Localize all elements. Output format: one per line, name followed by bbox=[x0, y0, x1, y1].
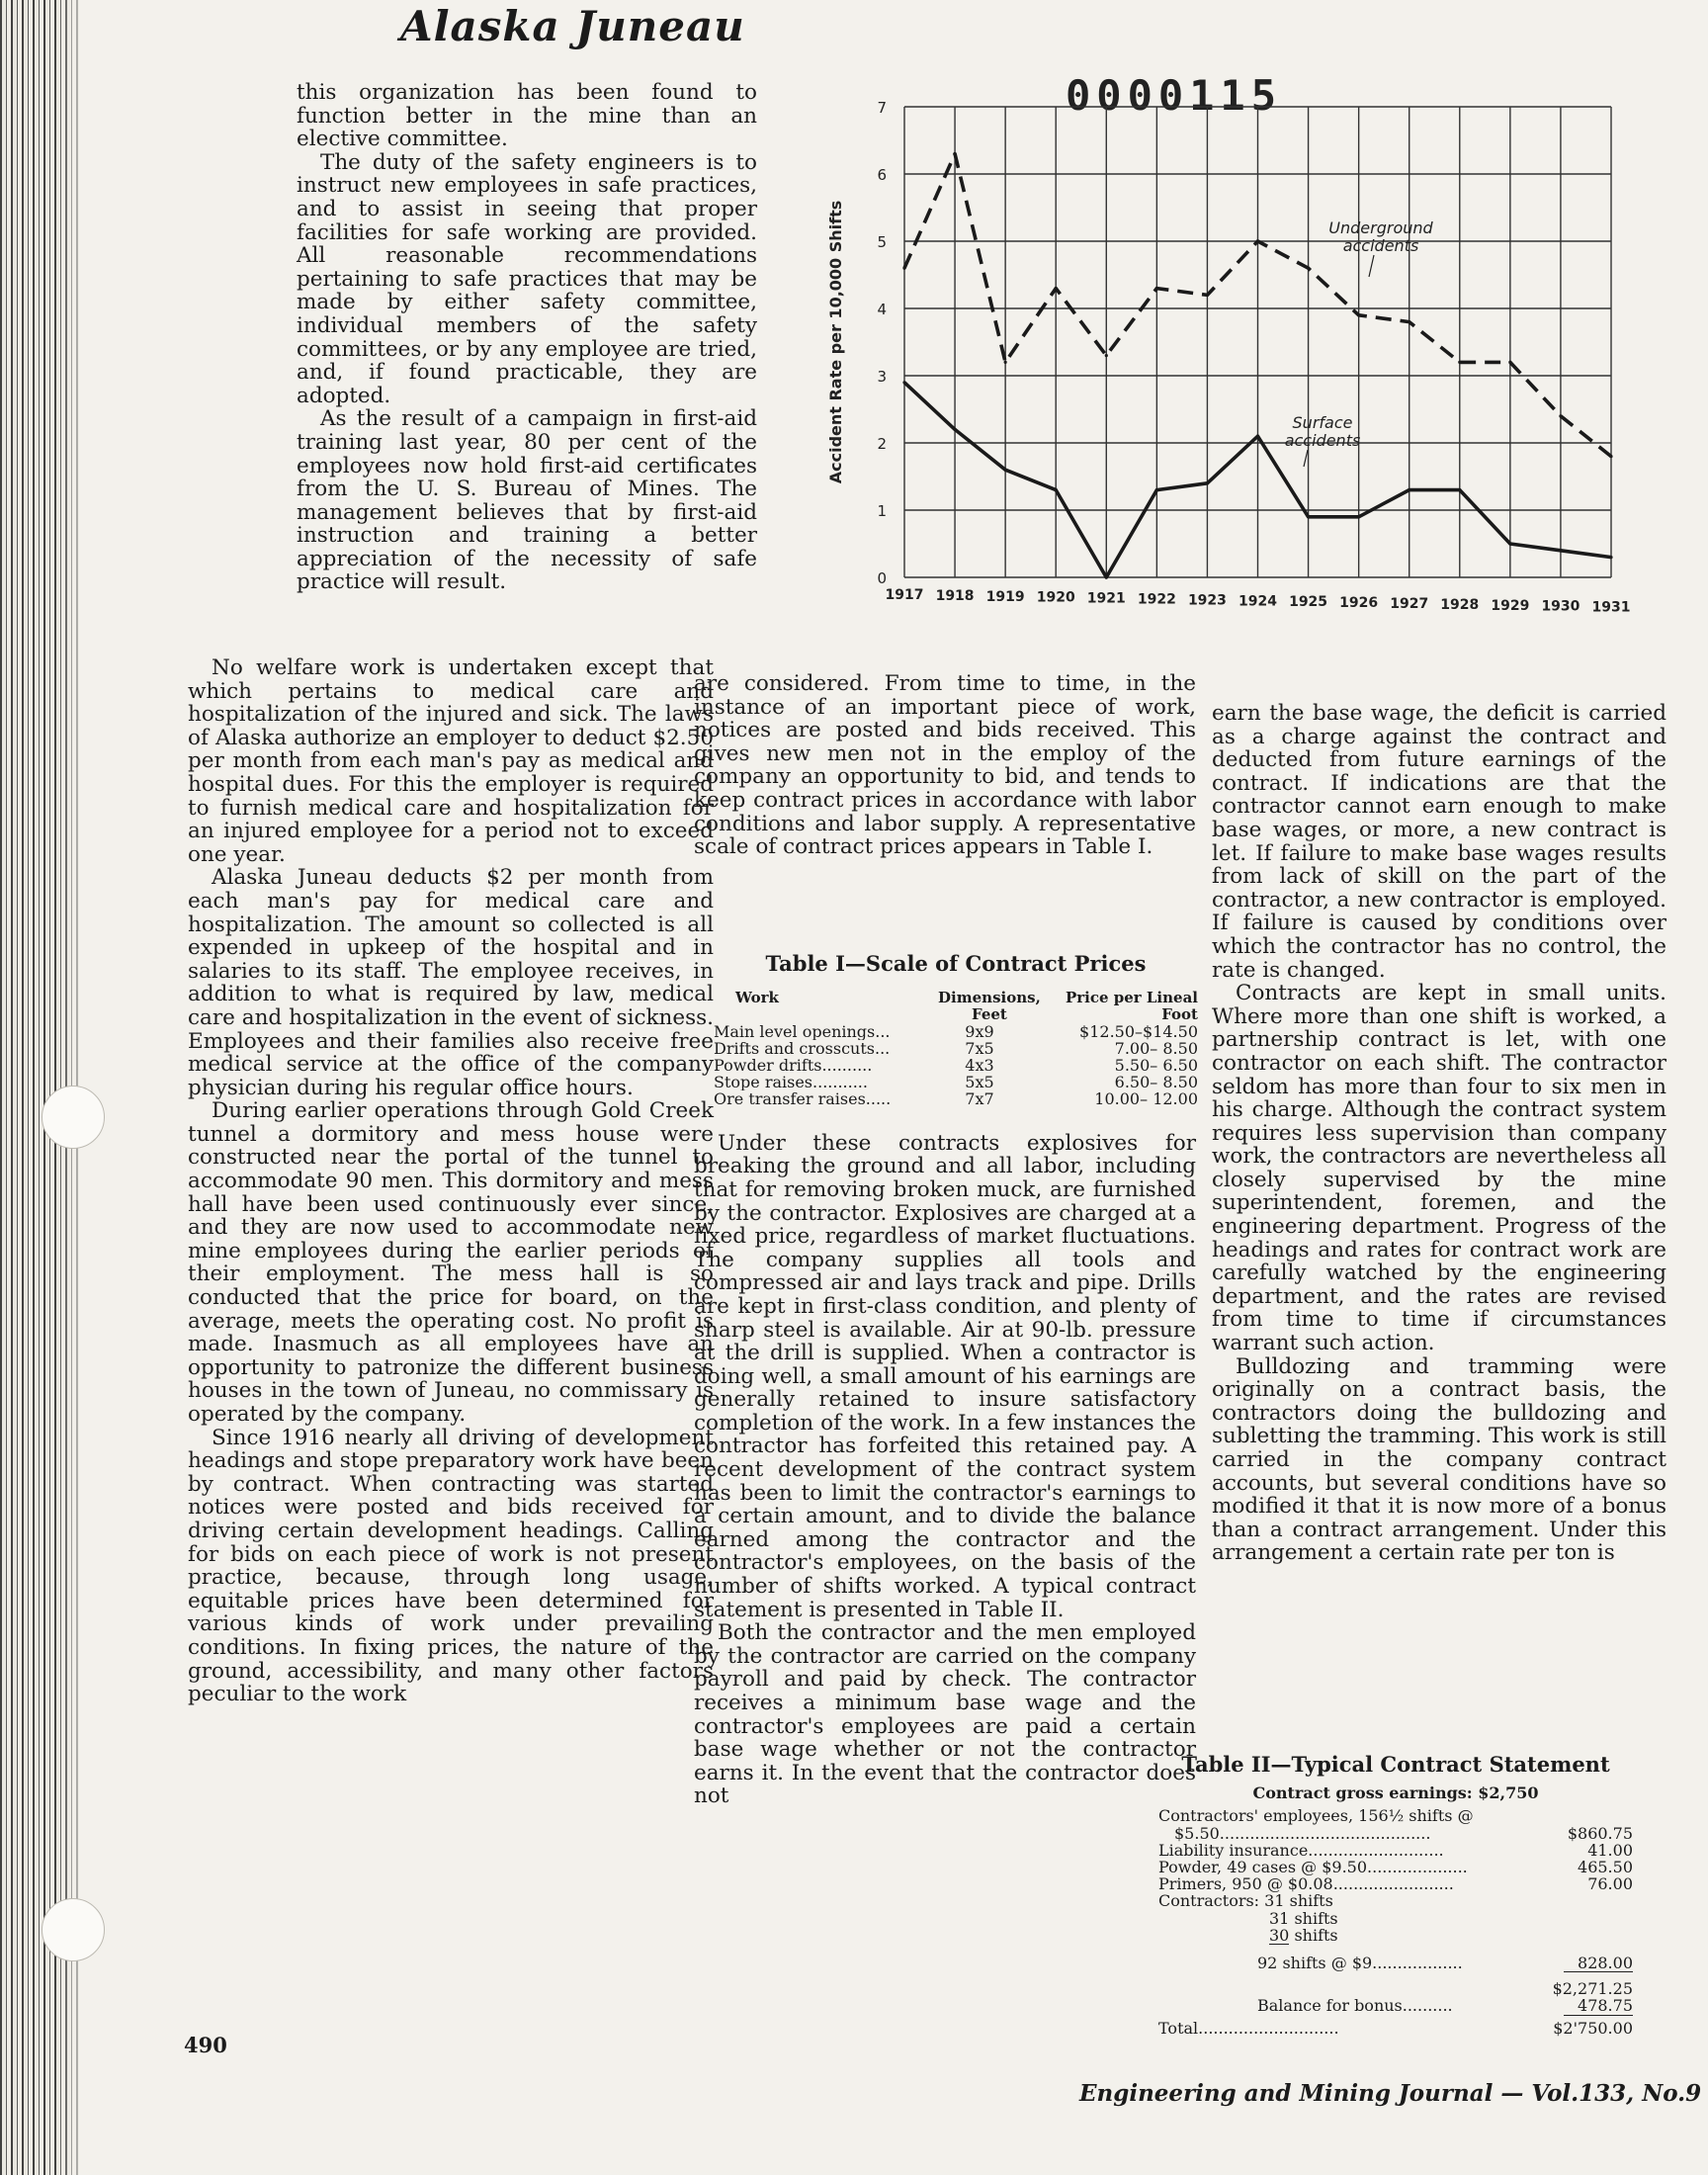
table-row bbox=[714, 1074, 1198, 1090]
y-tick-label: 0 bbox=[877, 569, 887, 587]
statement-amount: 828.00 bbox=[1578, 1954, 1633, 1973]
data-point bbox=[1105, 354, 1108, 357]
paragraph: earn the base wage, the deficit is carried as a charge against the contract and deducted from future earnings of the contract. If indications are that the contractor cannot earn enough to make base wages, or more, a new contract is let. If failure to make base wages results from lack of skill on the part of the contractor, a new contractor is employed. If failure is caused by conditions over which the contractor has no control, the rate is changed. bbox=[1212, 701, 1666, 983]
table-cell: Main level openings... bbox=[714, 1023, 891, 1040]
table-contract-prices bbox=[714, 951, 1198, 1107]
y-tick-label: 2 bbox=[877, 435, 887, 453]
table-cell: 9x9 bbox=[965, 1022, 994, 1041]
statement-row bbox=[1158, 1997, 1633, 2014]
table-cell: $12.50–$14.50 bbox=[1079, 1022, 1198, 1041]
x-tick-label: 1923 bbox=[1187, 592, 1227, 609]
statement-label: Powder, 49 cases @ $9.50.................... bbox=[1158, 1859, 1468, 1876]
paragraph: As the result of a campaign in first-aid training last year, 80 per cent of the employees now hold first-aid certificates from the U. S. Bureau of Mines. The management believes that by first-aid instruction and training a better appreciation of the necessity of safe practice will result. bbox=[297, 406, 757, 595]
x-tick-label: 1930 bbox=[1541, 598, 1580, 615]
data-point bbox=[1559, 549, 1562, 552]
x-tick-label: 1928 bbox=[1440, 596, 1480, 613]
data-point bbox=[1508, 361, 1511, 364]
table-header-cell: Price per Lineal Foot bbox=[1065, 989, 1198, 1023]
statement-amount bbox=[1554, 1892, 1633, 1909]
y-tick-label: 4 bbox=[877, 301, 887, 318]
paragraph: Both the contractor and the men employed by the contractor are carried on the company payroll and paid by check. The contractor receives a minimum base wage and the contractor's employees are paid a certain base wage whether or not the contractor earns it. In the event that the contractor does not bbox=[694, 1620, 1196, 1809]
data-point bbox=[1458, 361, 1461, 364]
y-tick-label: 6 bbox=[877, 166, 887, 184]
statement-row bbox=[1158, 1875, 1633, 1892]
statement-amount bbox=[1554, 1807, 1633, 1824]
table-cell: 7x5 bbox=[965, 1039, 994, 1058]
x-tick-label: 1925 bbox=[1289, 594, 1328, 611]
data-point bbox=[1004, 361, 1007, 364]
statement-label: 31 shifts bbox=[1269, 1909, 1338, 1927]
x-tick-label: 1921 bbox=[1086, 590, 1126, 607]
chart-svg bbox=[806, 95, 1636, 649]
accident-rate-chart bbox=[806, 95, 1636, 649]
paragraph: Alaska Juneau deducts $2 per month from each man's pay for medical care and hospitalization. The amount so collected is all expended in upkeep of the hospital and in salaries to its staff. The employee receives, in addition to what is required by law, medical care and hospitalization in the event of sickness. Employees and their families also receive free medical service at the office of the company physician during his regular office hours. bbox=[188, 865, 714, 1100]
y-tick-label: 3 bbox=[877, 368, 887, 386]
annotation-surface-line2: accidents bbox=[1284, 431, 1361, 450]
table-row bbox=[714, 1023, 1198, 1040]
statement-amount bbox=[1554, 1910, 1633, 1927]
statement-amount: $2,271.25 bbox=[1552, 1979, 1633, 1999]
annotation-underground-line1: Underground bbox=[1328, 218, 1433, 237]
paragraph: this organization has been found to function better in the mine than an elective committee. bbox=[297, 80, 757, 152]
data-point bbox=[1609, 556, 1612, 559]
statement-label: Primers, 950 @ $0.08........................ bbox=[1158, 1875, 1454, 1893]
data-point bbox=[1357, 515, 1360, 518]
page-number: 490 bbox=[184, 2033, 227, 2057]
gross-earnings: Contract gross earnings: $2,750 bbox=[1252, 1784, 1539, 1803]
paragraph: No welfare work is undertaken except that which pertains to medical care and hospitalization of the injured and sick. The laws of Alaska authorize an employer to deduct $2.50 per month from each man's pay as medical and hospital dues. For this the employer is required to furnish medical care and hospitalization for an injured employee for a period not to exceed one year. bbox=[188, 655, 714, 867]
statement-row bbox=[1158, 1859, 1633, 1875]
data-point bbox=[902, 267, 905, 270]
y-axis-label: Accident Rate per 10,000 Shifts bbox=[826, 200, 845, 484]
y-tick-label: 1 bbox=[877, 502, 887, 520]
statement-amount: 41.00 bbox=[1587, 1840, 1633, 1860]
statement-label: 92 shifts @ $9.................. bbox=[1257, 1955, 1463, 1972]
statement-amount: 76.00 bbox=[1587, 1874, 1633, 1894]
data-point bbox=[1206, 481, 1209, 484]
table-title: Table I—Scale of Contract Prices bbox=[765, 951, 1147, 976]
paragraph: are considered. From time to time, in the instance of an important piece of work, notices are posted and bids received. This gives new men not in the employ of the company an opportunity to bid, and tends to keep contract prices in accordance with labor conditions and labor supply. A representative scale of contract prices appears in Table I. bbox=[694, 671, 1196, 860]
statement-row bbox=[1158, 1955, 1633, 1971]
table-cell: 5x5 bbox=[965, 1073, 994, 1091]
statement-row bbox=[1158, 2020, 1633, 2037]
table-header-cell: Dimensions, Feet bbox=[938, 989, 1041, 1023]
x-tick-label: 1917 bbox=[885, 587, 924, 603]
table-cell: 10.00– 12.00 bbox=[1094, 1089, 1198, 1108]
statement-row bbox=[1158, 1927, 1633, 1944]
annotation-pointer bbox=[1369, 255, 1374, 277]
data-point bbox=[1055, 488, 1058, 491]
paragraph: Bulldozing and tramming were originally on a contract basis, the contractors doing the bulldozing and subletting the tramming. This work is still carried in the company contract accounts, but several conditions have so modified it that it is now more of a bonus than a contract arrangement. Under this arrangement a certain rate per ton is bbox=[1212, 1353, 1666, 1566]
data-point bbox=[1256, 435, 1259, 438]
data-point bbox=[1508, 542, 1511, 545]
statement-label: Total............................ bbox=[1158, 2019, 1339, 2037]
statement-label: Balance for bonus.......... bbox=[1257, 1997, 1453, 2015]
left-column bbox=[188, 656, 714, 1706]
statement-row bbox=[1158, 1910, 1633, 1927]
paragraph: Since 1916 nearly all driving of development headings and stope preparatory work have been by contract. When contracting was started notices were posted and bids received for driving certain development headings. Calling for bids on each piece of work is not present practice, because, through long usage, equitable prices have been determined for various kinds of work under prevailing conditions. In fixing prices, the nature of the ground, accessibility, and many other factors peculiar to the work bbox=[188, 1425, 714, 1707]
x-tick-label: 1927 bbox=[1390, 596, 1429, 612]
table-header-cell: Work bbox=[735, 990, 779, 1006]
table-row bbox=[714, 1040, 1198, 1057]
paragraph: The duty of the safety engineers is to instruct new employees in safe practices, and to assist in seeing that proper facilities for safe working are provided. All reasonable recommendations pertaining to safe practices that may be made by either safety committee, individual members of the safety committees, or by any employee are tried, and, if found practicable, they are adopted. bbox=[297, 149, 757, 408]
data-point bbox=[1055, 287, 1058, 290]
data-point bbox=[1155, 287, 1158, 290]
data-point bbox=[1256, 239, 1259, 242]
table-contract-statement bbox=[1158, 1752, 1633, 2038]
data-point bbox=[953, 428, 956, 431]
data-point bbox=[1357, 313, 1360, 316]
table-cell: 5.50– 6.50 bbox=[1114, 1056, 1198, 1075]
data-point bbox=[1004, 469, 1007, 472]
document-stamp-number: 0000115 bbox=[1066, 71, 1283, 120]
x-tick-label: 1926 bbox=[1339, 595, 1379, 612]
table-cell: 6.50– 8.50 bbox=[1114, 1073, 1198, 1091]
data-point bbox=[1155, 488, 1158, 491]
x-tick-label: 1919 bbox=[985, 588, 1025, 605]
page-header-title: Alaska Juneau bbox=[400, 2, 745, 50]
data-point bbox=[1206, 294, 1209, 297]
x-tick-label: 1920 bbox=[1036, 589, 1075, 606]
right-column bbox=[1212, 702, 1666, 1565]
statement-label: $5.50.......................................... bbox=[1174, 1824, 1431, 1842]
statement-amount: 465.50 bbox=[1578, 1858, 1633, 1877]
middle-column bbox=[694, 672, 1196, 1808]
table-row bbox=[714, 1057, 1198, 1074]
table-cell: Stope raises........... bbox=[714, 1074, 868, 1090]
divider bbox=[1269, 1944, 1289, 1945]
x-tick-label: 1918 bbox=[935, 587, 975, 604]
table-cell: 7.00– 8.50 bbox=[1114, 1039, 1198, 1058]
punch-hole bbox=[42, 1898, 105, 1961]
paragraph: During earlier operations through Gold Creek tunnel a dormitory and mess house were constructed near the portal of the tunnel to accommodate 90 men. This dormitory and mess hall have been used continuously ever since, and they are now used to accommodate new mine employees during the earlier periods of their employment. The mess hall is so conducted that the price for board, on the average, meets the operating cost. No profit is made. Inasmuch as all employees have an opportunity to patronize the different business houses in the town of Juneau, no commissary is operated by the company. bbox=[188, 1098, 714, 1427]
statement-row bbox=[1158, 1892, 1633, 1909]
x-tick-label: 1924 bbox=[1238, 593, 1277, 610]
statement-amount: 478.75 bbox=[1578, 1996, 1633, 2016]
paragraph: Under these contracts explosives for breaking the ground and all labor, including that for removing broken muck, are furnished by the contractor. Explosives are charged at a fixed price, regardless of market fluctuations. The company supplies all tools and compressed air and lays track and pipe. Drills are kept in first-class condition, and plenty of sharp steel is available. Air at 90-lb. pressure at the drill is supplied. When a contractor is doing well, a small amount of his earnings are generally retained to insure satisfactory completion of the work. In a few instances the contractor has forfeited this retained pay. A recent development of the contract system has been to limit the contractor's earnings to a certain amount, and to divide the balance earned among the contractor and the contractor's employees, on the basis of the number of shifts worked. A typical contract statement is presented in Table II. bbox=[694, 1130, 1196, 1622]
data-point bbox=[1307, 267, 1310, 270]
annotation-pointer bbox=[1304, 450, 1308, 467]
statement-label: Liability insurance........................... bbox=[1158, 1841, 1444, 1860]
data-point bbox=[1307, 515, 1310, 518]
data-point bbox=[1559, 414, 1562, 417]
statement-label: Contractors: 31 shifts bbox=[1158, 1892, 1333, 1910]
y-tick-label: 5 bbox=[877, 233, 887, 251]
data-point bbox=[1105, 575, 1108, 578]
table-header-row bbox=[714, 990, 1198, 1023]
statement-row bbox=[1158, 1980, 1633, 1997]
y-tick-label: 7 bbox=[877, 99, 887, 117]
statement-amount: $2'750.00 bbox=[1553, 2018, 1633, 2038]
data-point bbox=[902, 381, 905, 384]
table-row bbox=[714, 1090, 1198, 1107]
statement-amount: $860.75 bbox=[1567, 1823, 1633, 1843]
paragraph: Contracts are kept in small units. Where more than one shift is worked, a partnership contract is let, with one contractor on each shift. The contractor seldom has more than four to six men in his charge. Although the contract system requires less supervision than company work, the contractors are nevertheless all closely supervised by the mine superintendent, foremen, and the engineering department. Progress of the headings and rates for contract work are carefully watched by the engineering department, and the rates are revised from time to time if circumstances warrant such action. bbox=[1212, 981, 1666, 1356]
data-point bbox=[1408, 320, 1410, 323]
annotation-surface-line1: Surface bbox=[1292, 413, 1353, 432]
statement-label: 30 shifts bbox=[1269, 1926, 1338, 1945]
statement-row bbox=[1158, 1842, 1633, 1859]
x-tick-label: 1929 bbox=[1491, 597, 1530, 614]
data-point bbox=[953, 152, 956, 155]
data-point bbox=[1458, 488, 1461, 491]
table-cell: 4x3 bbox=[965, 1056, 994, 1075]
data-point bbox=[1408, 488, 1410, 491]
statement-amount bbox=[1554, 1927, 1633, 1944]
table-title: Table II—Typical Contract Statement bbox=[1181, 1752, 1610, 1777]
table-cell: Drifts and crosscuts... bbox=[714, 1040, 891, 1057]
statement-row bbox=[1158, 1825, 1633, 1842]
table-cell: Powder drifts.......... bbox=[714, 1057, 873, 1074]
x-tick-label: 1931 bbox=[1591, 599, 1631, 616]
data-point bbox=[1609, 455, 1612, 458]
statement-label: Contractors' employees, 156½ shifts @ bbox=[1158, 1807, 1474, 1825]
punch-hole bbox=[42, 1086, 105, 1149]
statement-row bbox=[1158, 1807, 1633, 1824]
left-column-top bbox=[297, 81, 757, 594]
journal-footer: Engineering and Mining Journal — Vol.133, No.9 bbox=[1079, 2080, 1702, 2107]
x-tick-label: 1922 bbox=[1137, 591, 1176, 608]
annotation-underground-line2: accidents bbox=[1342, 236, 1419, 255]
table-cell: 7x7 bbox=[965, 1089, 994, 1108]
table-cell: Ore transfer raises..... bbox=[714, 1090, 892, 1107]
